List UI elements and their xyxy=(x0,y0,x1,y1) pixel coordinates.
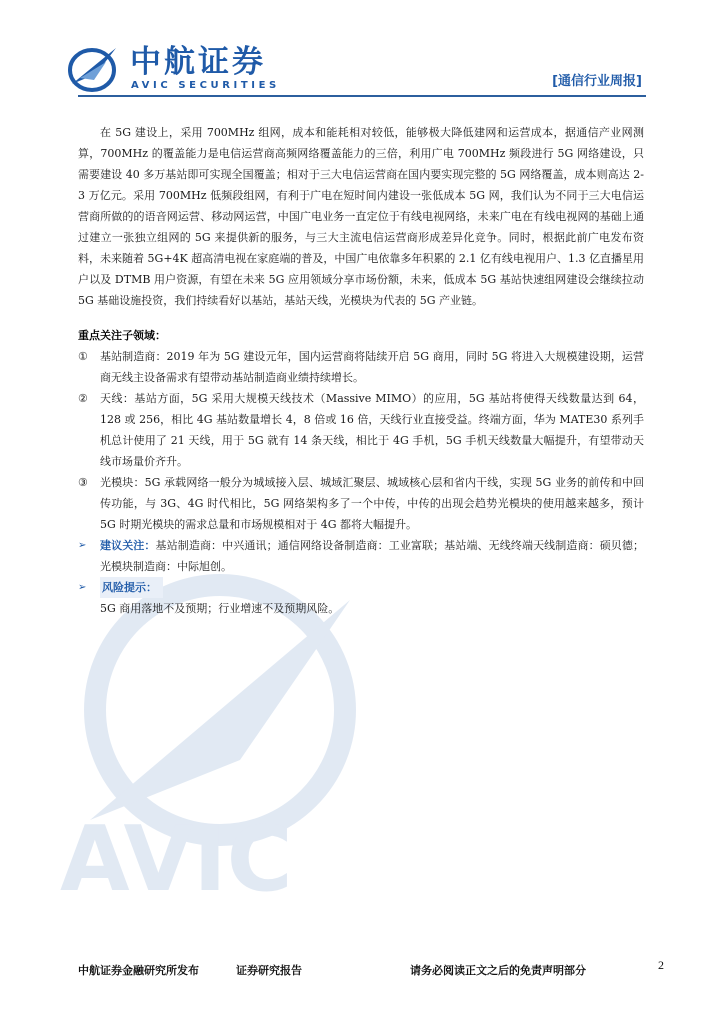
footer-disclaimer: 请务必阅读正文之后的免责声明部分 xyxy=(410,964,586,977)
page-number: 2 xyxy=(658,958,664,972)
header-divider xyxy=(78,95,646,97)
focus-item-text: 基站制造商：2019 年为 5G 建设元年，国内运营商将陆续开启 5G 商用，同时 5G 将进入大规模建设期，运营商无线主设备需求有望带动基站制造商业绩持续增长。 xyxy=(100,350,644,384)
page-footer xyxy=(78,958,664,982)
arrow-bullet-icon: ➢ xyxy=(78,540,87,551)
list-number: ① xyxy=(78,350,88,363)
report-body xyxy=(78,122,644,619)
suggestion-label: 建议关注： xyxy=(100,539,156,552)
risk-label: 风险提示： xyxy=(100,577,163,598)
risk-text: 5G 商用落地不及预期；行业增速不及预期风险。 xyxy=(100,602,340,615)
suggestion-item xyxy=(78,535,644,577)
logo-english-name: AVIC SECURITIES xyxy=(131,80,280,91)
focus-item-text: 光模块：5G 承载网络一般分为城域接入层、城域汇聚层、城域核心层和省内干线，实现 5G 业务的前传和中回传功能，与 3G、4G 时代相比，5G 网络架构多了一个中传，中传的出现会趋势光模块的使用越来越多，预计 5G 时期光模块的需求总量和市场规模相对于 4G 都将大幅提升。 xyxy=(100,476,644,531)
suggestion-text: 基站制造商：中兴通讯；通信网络设备制造商：工业富联；基站端、无线终端天线制造商：硕贝德；光模块制造商：中际旭创。 xyxy=(100,539,645,573)
focus-item xyxy=(78,388,644,472)
focus-item-text: 天线：基站方面，5G 采用大规模天线技术（Massive MIMO）的应用，5G 基站将使得天线数量达到 64，128 或 256，相比 4G 基站数量增长 4，8 倍或 16 倍，天线行业直接受益。终端方面，华为 MATE30 系列手机总计使用了 21 天线，用于 5G 就有 14 条天线，相比于 4G 手机，5G 手机天线数量大幅提升，有望带动天线市场量价齐升。 xyxy=(100,392,644,468)
risk-item xyxy=(78,577,644,598)
footer-report-kind: 证券研究报告 xyxy=(236,964,302,977)
list-number: ② xyxy=(78,392,88,405)
list-number: ③ xyxy=(78,476,88,489)
focus-section-title: 重点关注子领域： xyxy=(78,329,166,342)
focus-item xyxy=(78,346,644,388)
arrow-bullet-icon: ➢ xyxy=(78,582,87,593)
watermark-text: AVIC xyxy=(60,807,293,912)
footer-publisher: 中航证券金融研究所发布 xyxy=(78,964,199,977)
intro-paragraph: 在 5G 建设上，采用 700MHz 组网，成本和能耗相对较低，能够极大降低建网和运营成本，据通信产业网测算，700MHz 的覆盖能力是电信运营商高频网络覆盖能力的三倍，利用广电 700MHz 频段进行 5G 网络建设，只需要建设 40 多万基站即可实现全国覆盖；相对于三大电信运营商在国内要实现完整的 5G 网络覆盖，成本则高达 2-3 万亿元。采用 700MHz 低频段组网，有利于广电在短时间内建设一张低成本 5G 网，我们认为不同于三大电信运营商所做的的语音网运营、移动网运营，中国广电业务一直定位于有线电视网络，未来广电在有线电视网的基础上通过建立一张独立组网的 5G 来提供新的服务，与三大主流电信运营商形成差异化竞争。同时，根据此前广电发布资料，未来随着 5G+4K 超高清电视在家庭端的普及，中国广电依靠多年积累的 2.1 亿有线电视用户、1.3 亿直播星用户以及 DTMB 用户资源，有望在未来 5G 应用领域分享市场份额，未来，低成本 5G 基站快速组网建设会继续拉动 5G 基础设施投资，我们持续看好以基站，基站天线，光模块为代表的 5G 产业链。 xyxy=(78,126,644,307)
report-type-label: [通信行业周报] xyxy=(552,74,642,89)
avic-logo-icon xyxy=(66,44,122,92)
focus-item xyxy=(78,472,644,535)
page-header xyxy=(0,0,724,100)
logo-chinese-name: 中航证券 xyxy=(130,44,266,80)
